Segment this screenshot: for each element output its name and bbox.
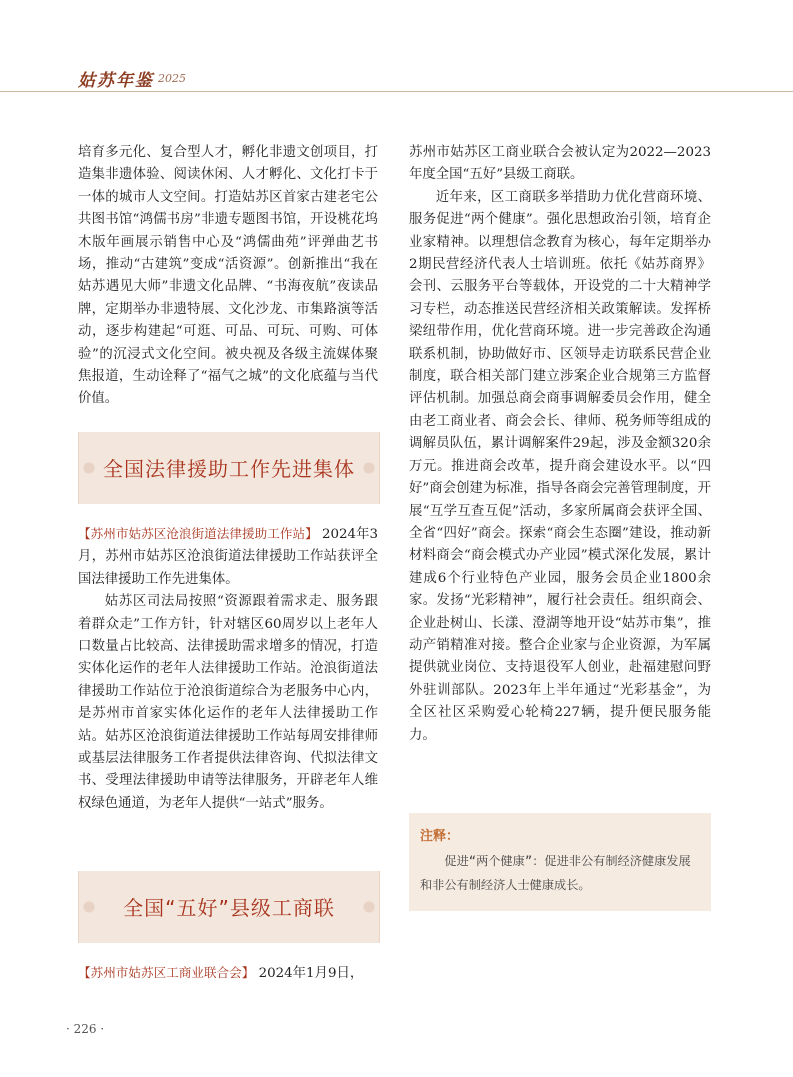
section1-lead-text: 2024年3月，苏州市姑苏区沧浪街道法律援助工作站获评全国法律援助工作先进集体。 — [78, 527, 378, 587]
right-paragraph-1: 苏州市姑苏区工商业联合会被认定为2022—2023年度全国“五好”县级工商联。 — [409, 145, 711, 183]
section2-org-name: 【苏州市姑苏区工商业联合会】 — [78, 965, 255, 980]
left-paragraph-1: 培育多元化、复合型人才，孵化非遗文创项目，打造集非遗体验、阅读休闲、人才孵化、文化打卡于一体的城市人文空间。打造姑苏区首家古建老宅公共图书馆“鸿儒书房”非遗专题图书馆，开设桃花坞木版年画展示销售中心及“鸿儒曲苑”评弹曲艺书场，推动“古建筑”变成“活资源”。创新推出“我在姑苏遇见大师”非遗文化品牌、“书海夜航”夜读品牌，定期举办非遗特展、文化沙龙、市集路演等活动，逐步构建起“可逛、可品、可玩、可购、可体验”的沉浸式文化空间。被央视及各级主流媒体聚焦报道，生动诠释了“福气之城”的文化底蕴与当代价值。 — [78, 145, 378, 407]
section1-body: 姑苏区司法局按照“资源跟着需求走、服务跟着群众走”工作方针，针对辖区60周岁以上老年人口数量占比较高、法律援助需求增多的情况，打造实体化运作的老年人法律援助工作站。沧浪街道法律援助工作站位于沧浪街道综合为老服务中心内，是苏州市首家实体化运作的老年人法律援助工作站。姑苏区沧浪街道法律援助工作站每周安排律师或基层法律服务工作者提供法律咨询、代拟法律文书、受理法律援助申请等法律服务，开辟老年人维权绿色通道，为老年人提供“一站式”服务。 — [78, 594, 378, 811]
section2-lead-paragraph — [78, 962, 378, 985]
right-column — [409, 142, 711, 747]
yearbook-logo: 姑苏年鉴 — [78, 71, 154, 91]
right-paragraph-2: 近年来，区工商联多举措助力优化营商环境、服务促进“两个健康”。强化思想政治引领，培育企业家精神。以理想信念教育为核心，每年定期举办2期民营经济代表人士培训班。依托《姑苏商界》会刊、云服务平台等载体，开设党的二十大精神学习专栏，动态推送民营经济相关政策解读。发挥桥梁纽带作用，优化营商环境。进一步完善政企沟通联系机制，协助做好市、区领导走访联系民营企业制度，联合相关部门建立涉案企业合规第三方监督评估机制。加强总商会商事调解委员会作用，健全由老工商业者、商会会长、律师、税务师等组成的调解员队伍，累计调解案件29起，涉及金额320余万元。推进商会改革，提升商会建设水平。以“四好”商会创建为标准，指导各商会完善管理制度，开展“互学互查互促”活动，多家所属商会获评全国、全省“四好”商会。探索“商会生态圈”建设，推动新材料商会“商会模式办产业园”模式深化发展，累计建成6个行业特色产业园，服务会员企业1800余家。发扬“光彩精神”，履行社会责任。组织商会、企业赴树山、长漾、澄湖等地开设“姑苏市集”，推动产销精准对接。整合企业家与企业资源，为军属提供就业岗位、支持退役军人创业，赴福建慰问野外驻训部队。2023年上半年通过“光彩基金”，为全区社区采购爱心轮椅227辆，提升便民服务能力。 — [409, 189, 711, 743]
page-header — [0, 0, 793, 92]
yearbook-year: 2025 — [158, 72, 186, 85]
left-column — [78, 142, 378, 411]
left-column-section1 — [78, 523, 378, 815]
annotation-text: 促进“两个健康”：促进非公有制经济健康发展和非公有制经济人士健康成长。 — [420, 854, 691, 892]
section2-lead-text: 2024年1月9日， — [254, 966, 364, 981]
section-banner-five-good — [78, 871, 380, 943]
annotation-title: 注释： — [420, 829, 460, 844]
header-divider — [0, 91, 793, 92]
section-banner-legal-aid — [78, 432, 380, 504]
section1-lead-paragraph — [78, 523, 378, 591]
section1-org-name: 【苏州市姑苏区沧浪街道法律援助工作站】 — [78, 526, 318, 541]
page-number: · 226 · — [66, 1022, 105, 1036]
annotation-box — [409, 813, 711, 911]
section-title-five-good: 全国“五好”县级工商联 — [123, 896, 335, 920]
section-title-legal-aid: 全国法律援助工作先进集体 — [103, 457, 355, 481]
left-column-section2 — [78, 962, 378, 985]
